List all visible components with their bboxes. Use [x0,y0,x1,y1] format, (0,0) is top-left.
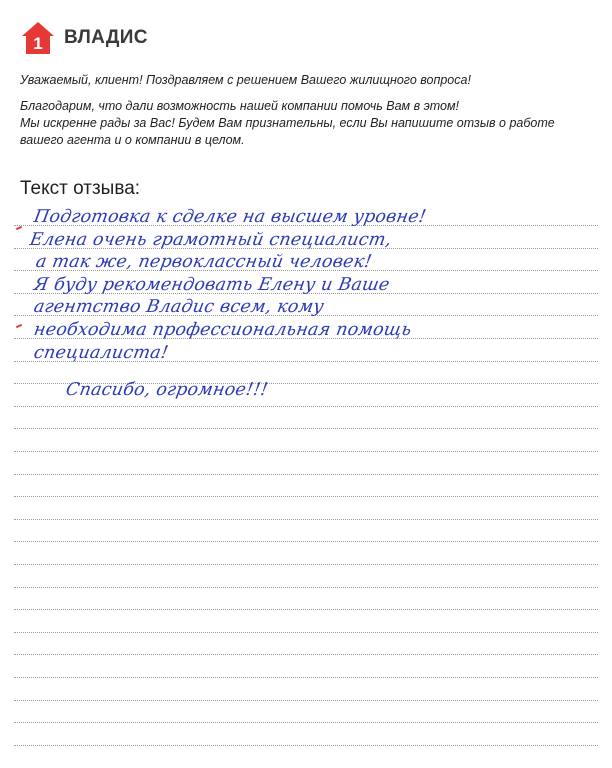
ruled-line [14,609,598,610]
handwritten-line: Я буду рекомендовать Елену и Ваше [32,274,392,295]
handwritten-line: а так же, первоклассный человек! [34,252,374,273]
handwritten-review [20,206,598,402]
house-icon [20,20,56,56]
handwritten-line: специалиста! [32,342,170,363]
ruled-line [14,406,598,407]
ruled-line [14,564,598,565]
intro-text [20,72,592,149]
thanks-line-1: Благодарим, что дали возможность нашей компании помочь Вам в этом! [20,99,460,113]
company-logo [20,20,148,56]
ruled-line [14,496,598,497]
logo-digit: 1 [33,34,43,53]
ruled-line [14,519,598,520]
ruled-line [14,587,598,588]
brand-name: ВЛАДИС [64,27,148,48]
handwritten-line: Елена очень грамотный специалист, [28,229,394,250]
ruled-line [14,474,598,475]
ruled-line [14,700,598,701]
thanks-line-3: вашего агента и о компании в целом. [20,133,245,147]
ruled-line [14,632,598,633]
handwritten-line: необходима профессиональная помощь [32,319,414,340]
handwritten-line: Подготовка к сделке на высшем уровне! [32,207,428,227]
ruled-line [14,428,598,429]
thanks-text [20,98,592,149]
ruled-line [14,677,598,678]
ruled-line [14,722,598,723]
ruled-line [14,541,598,542]
handwritten-line: Спасибо, огромное!!! [64,380,270,401]
greeting-text: Уважаемый, клиент! Поздравляем с решением Вашего жилищного вопроса! [20,73,471,87]
thanks-line-2: Мы искренне рады за Вас! Будем Вам признательны, если Вы напишите отзыв о работе [20,116,555,130]
ruled-line [14,745,598,746]
review-title: Текст отзыва: [20,178,141,199]
handwritten-line: агентство Владис всем, кому [32,297,326,318]
ruled-line [14,451,598,452]
ruled-line [14,654,598,655]
